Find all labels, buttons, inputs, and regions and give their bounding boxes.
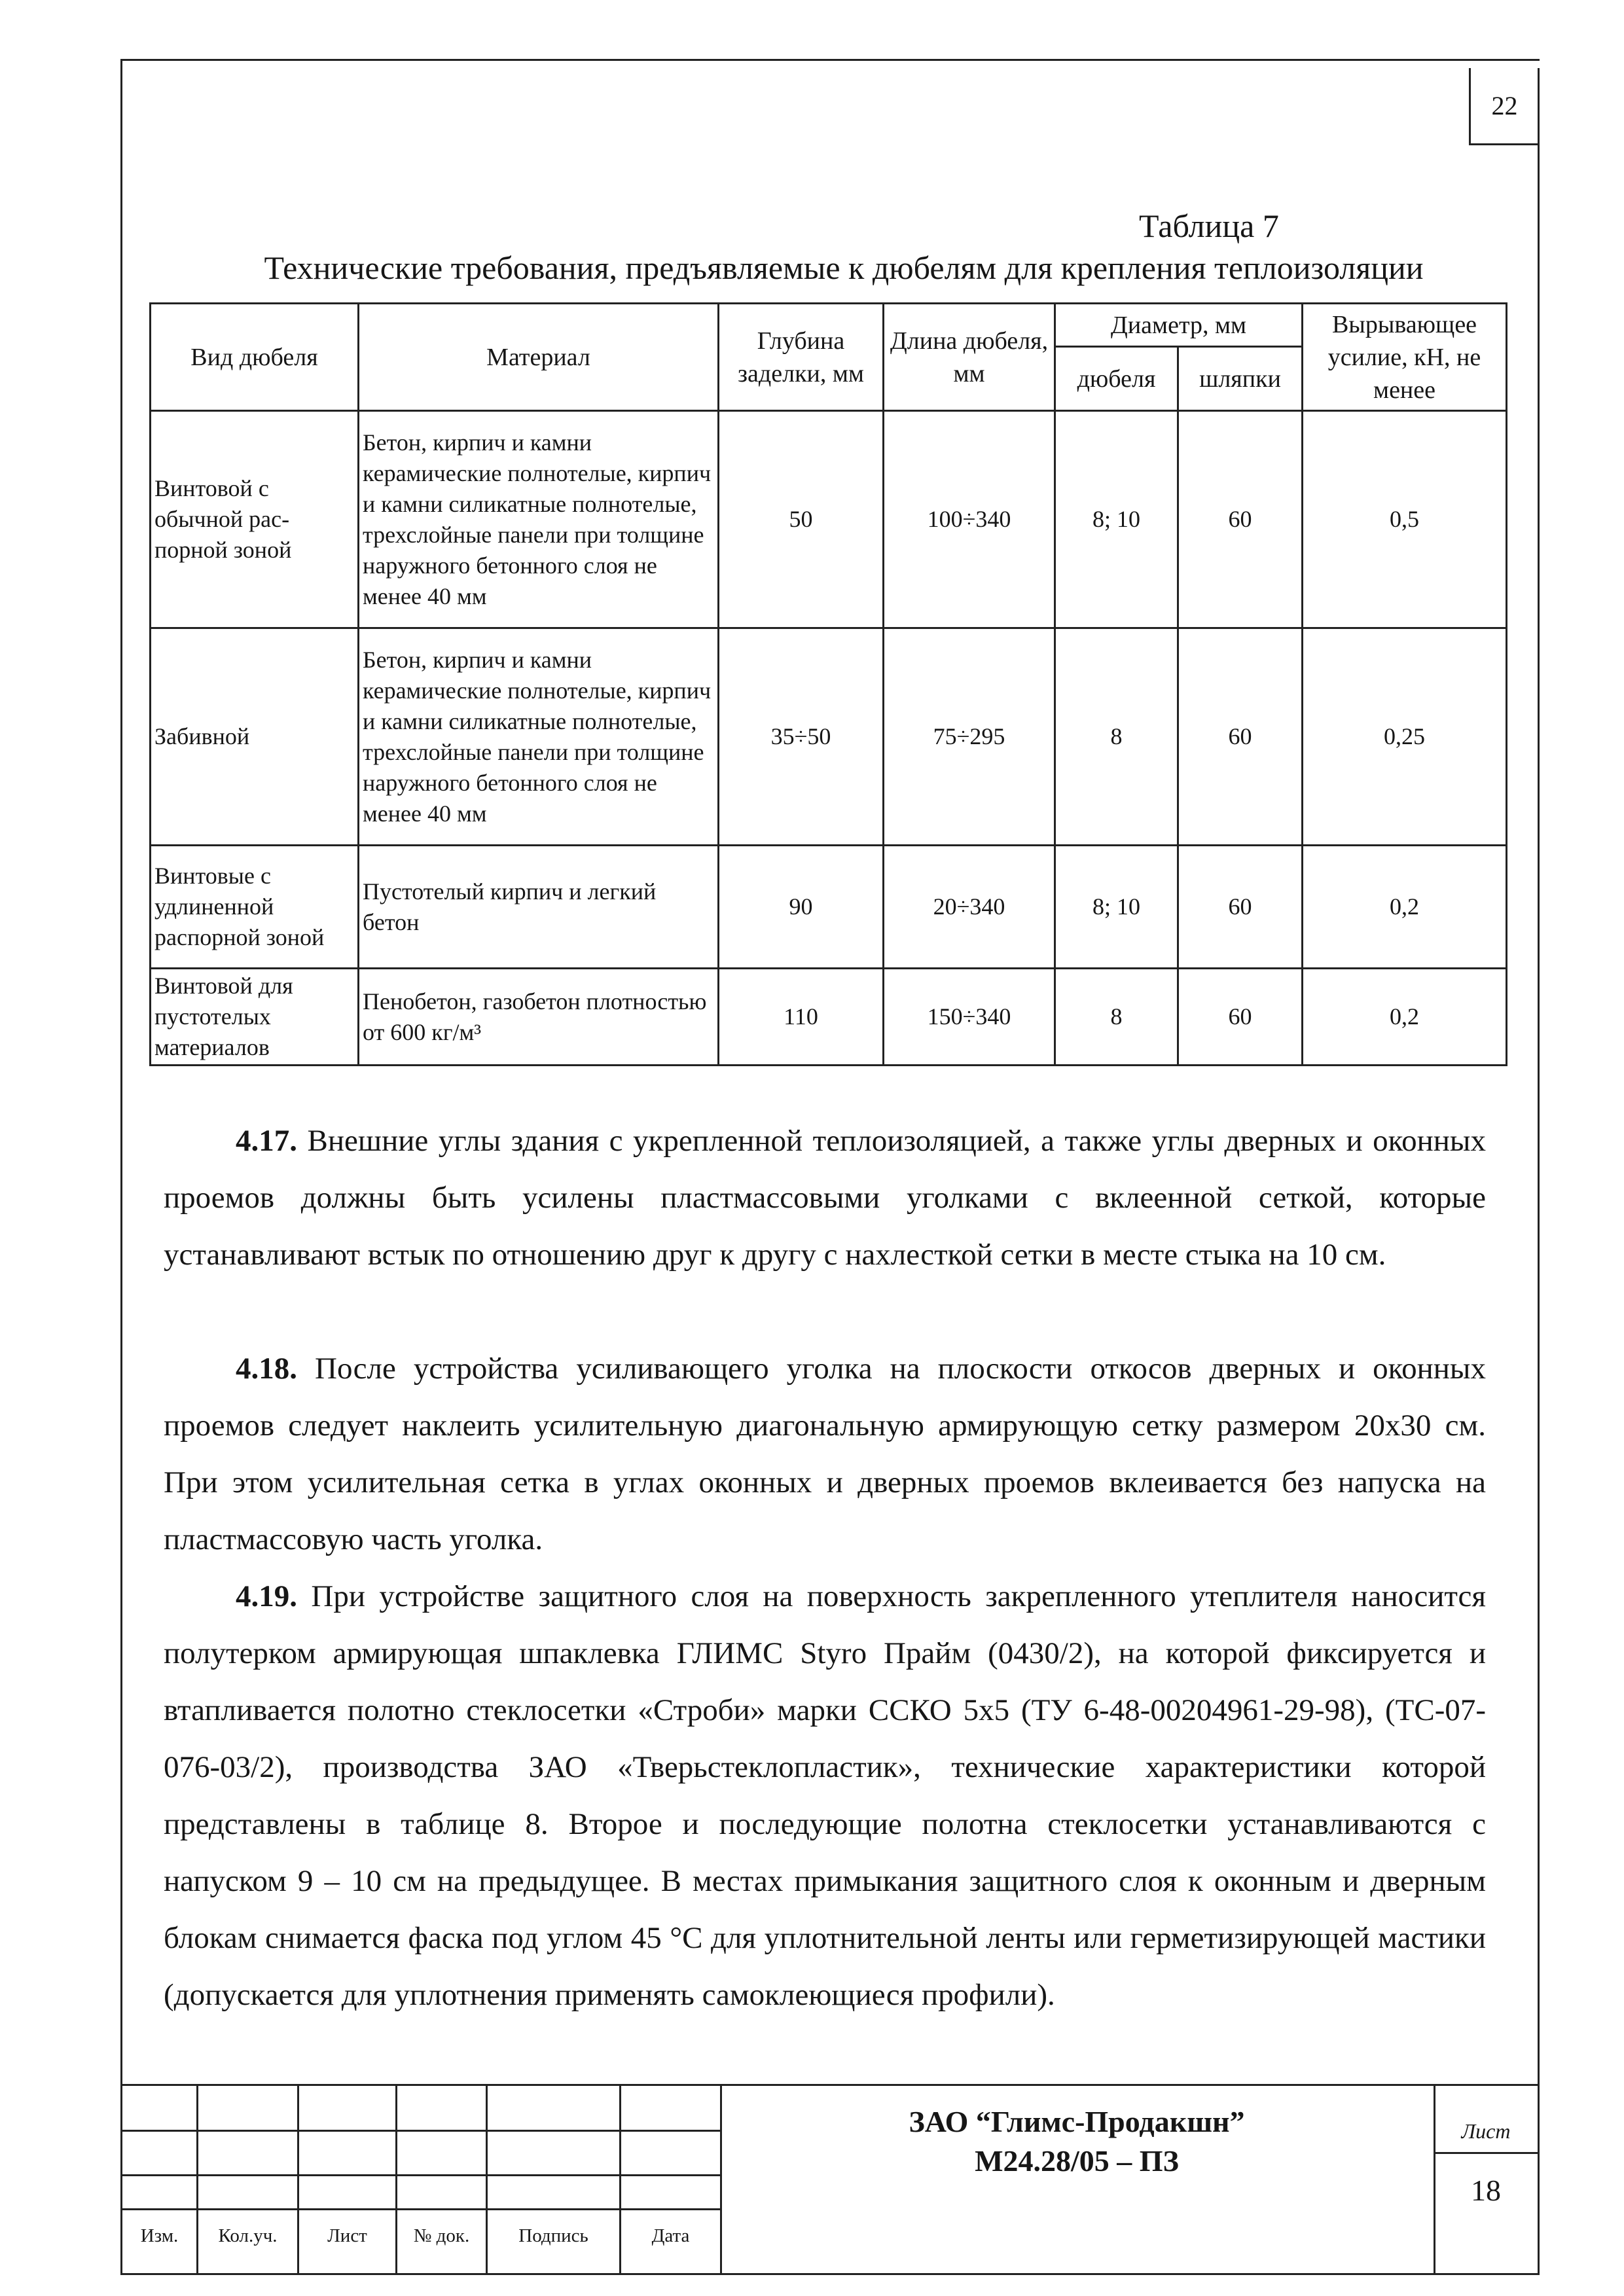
paragraph-number: 4.19.	[236, 1579, 297, 1613]
cell-length: 20÷340	[884, 846, 1055, 969]
tb-col-date: Дата	[651, 2225, 690, 2246]
cell-depth: 110	[719, 969, 884, 1066]
sheet-label: Лист	[1461, 2119, 1511, 2143]
header-diameter: Диаметр, мм	[1055, 304, 1303, 347]
cell-length: 150÷340	[884, 969, 1055, 1066]
cell-length: 75÷295	[884, 628, 1055, 846]
header-diameter-head: шляпки	[1178, 347, 1303, 411]
cell-d-head: 60	[1178, 846, 1303, 969]
table-title: Технические требования, предъявляемые к дюбелям для крепления теплоизоляции	[264, 249, 1424, 286]
cell-material: Пустотелый кирпич и легкий бетон	[359, 846, 719, 969]
page-number: 22	[1469, 68, 1538, 145]
paragraph-4-19	[164, 1568, 1486, 2024]
header-diameter-dowel: дюбеля	[1055, 347, 1178, 411]
tb-col-doc: № док.	[413, 2225, 470, 2246]
cell-force: 0,2	[1303, 969, 1507, 1066]
cell-depth: 50	[719, 411, 884, 628]
cell-d-dowel: 8; 10	[1055, 846, 1178, 969]
cell-depth: 35÷50	[719, 628, 884, 846]
cell-force: 0,5	[1303, 411, 1507, 628]
paragraph-number: 4.17.	[236, 1124, 297, 1158]
cell-length: 100÷340	[884, 411, 1055, 628]
paragraph-text: Внешние углы здания с укрепленной теплоизоляцией, а также углы дверных и оконных проемов должны быть усилены пластмассовыми уголками с вклеенной сеткой, которые устанавливают встык по отношению друг к другу с нахлесткой сетки в месте стыка на 10 см.	[164, 1124, 1487, 1272]
cell-type: Винтовой с обычной рас-порной зоной	[151, 411, 359, 628]
header-type: Вид дюбеля	[151, 304, 359, 411]
paragraph-4-18	[164, 1340, 1486, 1568]
tb-col-list: Лист	[327, 2225, 367, 2246]
company-name: ЗАО “Глимс-Продакшн”	[909, 2105, 1245, 2138]
header-length: Длина дюбеля, мм	[884, 304, 1055, 411]
tb-col-kol-uch: Кол.уч.	[218, 2225, 278, 2246]
cell-type: Винтовой для пустотелых материалов	[151, 969, 359, 1066]
tb-col-signature: Подпись	[518, 2225, 588, 2246]
header-force: Вырывающее усилие, кН, не менее	[1303, 304, 1507, 411]
cell-material: Бетон, кирпич и камни керамические полнотелые, кирпич и камни силикатные полнотелые, трехслойные панели при толщине наружного бетонного слоя не менее 40 мм	[359, 411, 719, 628]
table-row	[151, 411, 1507, 628]
cell-d-head: 60	[1178, 969, 1303, 1066]
sheet-number: 18	[1471, 2174, 1501, 2207]
table-row	[151, 628, 1507, 846]
header-material: Материал	[359, 304, 719, 411]
cell-force: 0,25	[1303, 628, 1507, 846]
frame-right	[1538, 68, 1540, 2275]
paragraph-text: После устройства усиливающего уголка на плоскости откосов дверных и оконных проемов следует наклеить усилительную диагональную армирующую сетку размером 20х30 см. При этом усилительная сетка в углах оконных и дверных проемов вклеивается без напуска на пластмассовую часть уголка.	[164, 1352, 1486, 1556]
tb-col-izm: Изм.	[140, 2225, 179, 2246]
cell-d-dowel: 8; 10	[1055, 411, 1178, 628]
cell-force: 0,2	[1303, 846, 1507, 969]
document-code: М24.28/05 – ПЗ	[975, 2144, 1179, 2178]
table-row	[151, 969, 1507, 1066]
table-row	[151, 846, 1507, 969]
paragraph-text: При устройстве защитного слоя на поверхность закрепленного утеплителя наносится полутерком армирующая шпаклевка ГЛИМС Styro Прайм (0430/2), на которой фиксируется и втапливается полотно стеклосетки «Строби» марки ССКО 5х5 (ТУ 6-48-00204961-29-98), (ТС-07-076-03/2), производства ЗАО «Тверьстеклопластик», технические характеристики которой представлены в таблице 8. Второе и последующие полотна стеклосетки устанавливаются с напуском 9 – 10 см на предыдущее. В местах примыкания защитного слоя к оконным и дверным блокам снимается фаска под углом 45 °С для уплотнительной ленты или герметизирующей мастики (допускается для уплотнения применять самоклеющиеся профили).	[164, 1579, 1486, 2012]
frame-bottom	[120, 2273, 1540, 2275]
frame-top	[120, 59, 1540, 61]
frame-left	[120, 59, 122, 2275]
cell-material: Пенобетон, газобетон плотностью от 600 кг/м³	[359, 969, 719, 1066]
paragraph-4-17	[164, 1113, 1486, 1283]
cell-d-dowel: 8	[1055, 969, 1178, 1066]
cell-d-dowel: 8	[1055, 628, 1178, 846]
cell-d-head: 60	[1178, 628, 1303, 846]
header-depth: Глубина заделки, мм	[719, 304, 884, 411]
cell-type: Забивной	[151, 628, 359, 846]
title-block-company	[727, 2102, 1427, 2181]
paragraph-number: 4.18.	[236, 1352, 297, 1386]
table-caption: Таблица 7	[1139, 207, 1279, 244]
cell-d-head: 60	[1178, 411, 1303, 628]
cell-depth: 90	[719, 846, 884, 969]
dowel-requirements-table	[149, 302, 1507, 1066]
cell-material: Бетон, кирпич и камни керамические полнотелые, кирпич и камни силикатные полнотелые, трехслойные панели при толщине наружного бетонного слоя не менее 40 мм	[359, 628, 719, 846]
cell-type: Винтовые с удлиненной распорной зоной	[151, 846, 359, 969]
